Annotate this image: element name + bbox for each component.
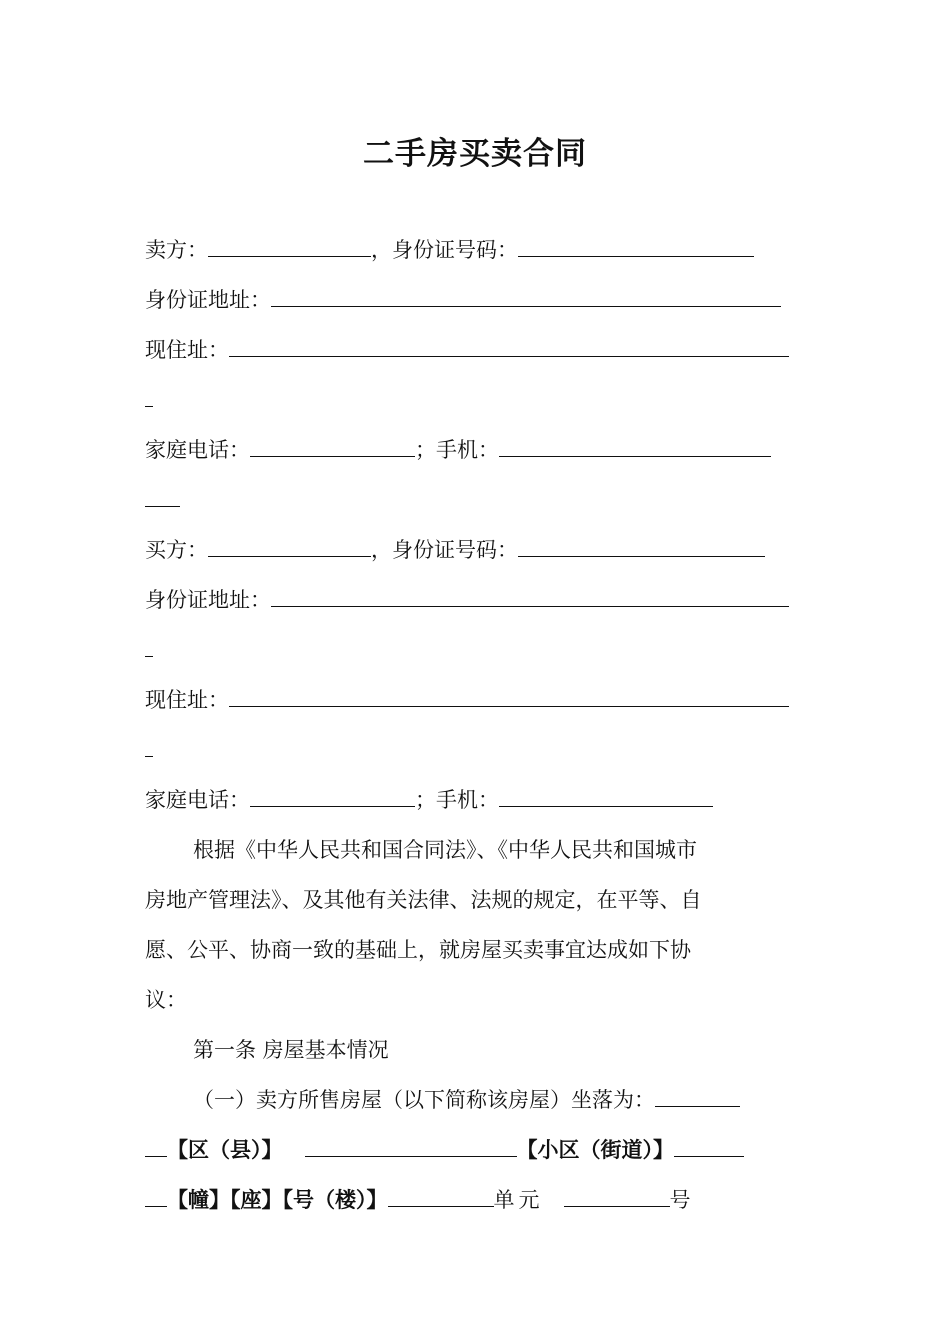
buyer-current-address-field[interactable] bbox=[229, 680, 789, 707]
seller-current-address-field[interactable] bbox=[229, 330, 789, 357]
buyer-id-label: ，身份证号码： bbox=[371, 538, 518, 562]
buyer-current-address-field-cont[interactable] bbox=[145, 730, 153, 757]
seller-id-label: ，身份证号码： bbox=[371, 238, 518, 262]
seller-home-phone-field[interactable] bbox=[250, 430, 415, 457]
seller-mobile-field[interactable] bbox=[499, 430, 771, 457]
seller-current-address-label: 现住址： bbox=[145, 338, 229, 362]
buyer-mobile-label: ；手机： bbox=[415, 788, 499, 812]
district-label: 【区（县）】 bbox=[167, 1137, 283, 1162]
buyer-home-phone-label: 家庭电话： bbox=[145, 788, 250, 812]
building-label: 【幢】【座】【号（楼）】 bbox=[167, 1187, 388, 1212]
unit-label: 单元 bbox=[493, 1188, 544, 1212]
preamble-line-1: 根据《中华人民共和国合同法》、《中华人民共和国城市 bbox=[193, 838, 697, 862]
number-label: 号 bbox=[669, 1188, 691, 1212]
buyer-id-address-field-cont[interactable] bbox=[145, 630, 153, 657]
buyer-id-field[interactable] bbox=[518, 530, 765, 557]
unit-field[interactable] bbox=[388, 1180, 494, 1207]
article-1-heading: 第一条 房屋基本情况 bbox=[193, 1038, 389, 1062]
seller-phone-line bbox=[145, 430, 771, 470]
seller-line bbox=[145, 230, 754, 270]
address-line-2 bbox=[145, 1180, 691, 1220]
buyer-home-phone-field[interactable] bbox=[250, 780, 415, 807]
buyer-id-address-line bbox=[145, 580, 789, 620]
seller-id-field[interactable] bbox=[518, 230, 754, 257]
building-field[interactable] bbox=[674, 1130, 744, 1157]
buyer-mobile-field[interactable] bbox=[499, 780, 713, 807]
seller-mobile-field-cont[interactable] bbox=[145, 480, 180, 507]
buyer-id-address-label: 身份证地址： bbox=[145, 588, 271, 612]
room-number-field[interactable] bbox=[564, 1180, 670, 1207]
preamble-line-3: 愿、公平、协商一致的基础上，就房屋买卖事宜达成如下协 bbox=[145, 938, 691, 962]
buyer-id-address-continuation bbox=[145, 630, 153, 670]
community-field[interactable] bbox=[305, 1130, 517, 1157]
buyer-current-address-line bbox=[145, 680, 789, 720]
community-label: 【小区（街道）】 bbox=[516, 1137, 674, 1162]
buyer-line bbox=[145, 530, 765, 570]
preamble-line-2: 房地产管理法》、及其他有关法律、法规的规定，在平等、自 bbox=[145, 888, 702, 912]
seller-mobile-continuation bbox=[145, 480, 180, 520]
article-1-item-1-line bbox=[193, 1080, 740, 1120]
buyer-phone-line bbox=[145, 780, 713, 820]
seller-label: 卖方： bbox=[145, 238, 208, 262]
buyer-current-address-label: 现住址： bbox=[145, 688, 229, 712]
seller-id-address-label: 身份证地址： bbox=[145, 288, 271, 312]
seller-id-address-line bbox=[145, 280, 781, 320]
preamble-line-4: 议： bbox=[145, 988, 187, 1012]
address-line-1 bbox=[145, 1130, 744, 1170]
seller-name-field[interactable] bbox=[208, 230, 371, 257]
buyer-name-field[interactable] bbox=[208, 530, 371, 557]
seller-mobile-label: ；手机： bbox=[415, 438, 499, 462]
buyer-current-address-continuation bbox=[145, 730, 153, 770]
house-location-field[interactable] bbox=[655, 1080, 740, 1107]
seller-current-address-continuation bbox=[145, 380, 153, 420]
document-title: 二手房买卖合同 bbox=[363, 136, 587, 172]
buyer-id-address-field[interactable] bbox=[271, 580, 789, 607]
district-field[interactable] bbox=[145, 1130, 167, 1157]
seller-home-phone-label: 家庭电话： bbox=[145, 438, 250, 462]
seller-id-address-field[interactable] bbox=[271, 280, 781, 307]
seller-current-address-line bbox=[145, 330, 789, 370]
article-1-item-1-text: （一）卖方所售房屋（以下简称该房屋）坐落为： bbox=[193, 1088, 655, 1112]
building-field-cont[interactable] bbox=[145, 1180, 167, 1207]
seller-current-address-field-cont[interactable] bbox=[145, 380, 153, 407]
buyer-label: 买方： bbox=[145, 538, 208, 562]
